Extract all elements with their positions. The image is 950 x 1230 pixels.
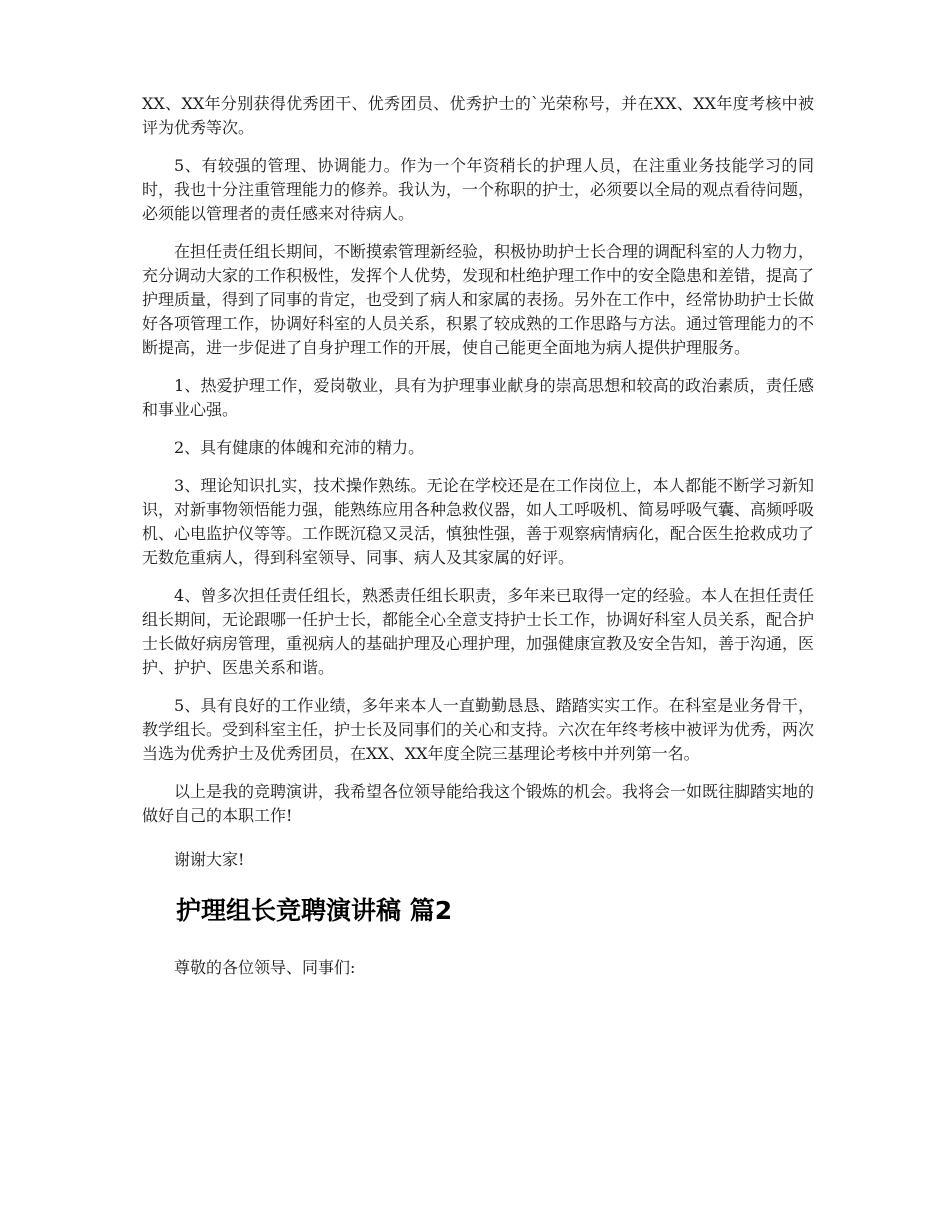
paragraph-point-4: 4、曾多次担任责任组长，熟悉责任组长职责，多年来已取得一定的经验。本人在担任责任组长期间，无论跟哪一任护士长，都能全心全意支持护士长工作，协调好科室人员关系，配合护士长做好病房管理，重视病人的基础护理及心理护理，加强健康宣教及安全告知，善于沟通，医护、护护、医患关系和谐。 [142, 586, 815, 677]
thanks-line: 谢谢大家! [174, 850, 245, 869]
paragraph-closing: 以上是我的竞聘演讲，我希望各位领导能给我这个锻炼的机会。我将会一如既往脚踏实地的做好自己的本职工作! [142, 782, 815, 825]
paragraph-point-2: 2、具有健康的体魄和充沛的精力。 [174, 438, 425, 457]
paragraph-point-5: 5、具有良好的工作业绩，多年来本人一直勤勤恳恳、踏踏实实工作。在科室是业务骨干，教学组长。受到科室主任，护士长及同事们的关心和支持。六次在年终考核中被评为优秀，两次当选为优秀护士及优秀团员，在XX、XX年度全院三基理论考核中并列第一名。 [142, 696, 815, 763]
section-heading: 护理组长竞聘演讲稿 篇2 [176, 896, 453, 925]
greeting-line: 尊敬的各位领导、同事们: [174, 958, 356, 977]
paragraph-group-leader-experience: 在担任责任组长期间，不断摸索管理新经验，积极协助护士长合理的调配科室的人力物力，充分调动大家的工作积极性，发挥个人优势，发现和杜绝护理工作中的安全隐患和差错，提高了护理质量，得到了同事的肯定，也受到了病人和家属的表扬。另外在工作中，经常协助护士长做好各项管理工作，协调好科室的人员关系，积累了较成熟的工作思路与方法。通过管理能力的不断提高，进一步促进了自身护理工作的开展，使自己能更全面地为病人提供护理服务。 [142, 242, 815, 357]
paragraph-awards: XX、XX年分别获得优秀团干、优秀团员、优秀护士的`光荣称号，并在XX、XX年度考核中被评为优秀等次。 [142, 94, 814, 137]
paragraph-point-3: 3、理论知识扎实，技术操作熟练。无论在学校还是在工作岗位上，本人都能不断学习新知识，对新事物领悟能力强，能熟练应用各种急救仪器，如人工呼吸机、简易呼吸气囊、高频呼吸机、心电监护仪等等。工作既沉稳又灵活，慎独性强，善于观察病情病化，配合医生抢救成功了无数危重病人，得到科室领导、同事、病人及其家属的好评。 [142, 476, 815, 567]
document-page [142, 92, 814, 994]
paragraph-management-ability: 5、有较强的管理、协调能力。作为一个年资稍长的护理人员，在注重业务技能学习的同时，我也十分注重管理能力的修养。我认为，一个称职的护士，必须要以全局的观点看待问题，必须能以管理者的责任感来对待病人。 [142, 156, 815, 223]
paragraph-point-1: 1、热爱护理工作，爱岗敬业，具有为护理事业献身的崇高思想和较高的政治素质，责任感和事业心强。 [142, 376, 814, 419]
